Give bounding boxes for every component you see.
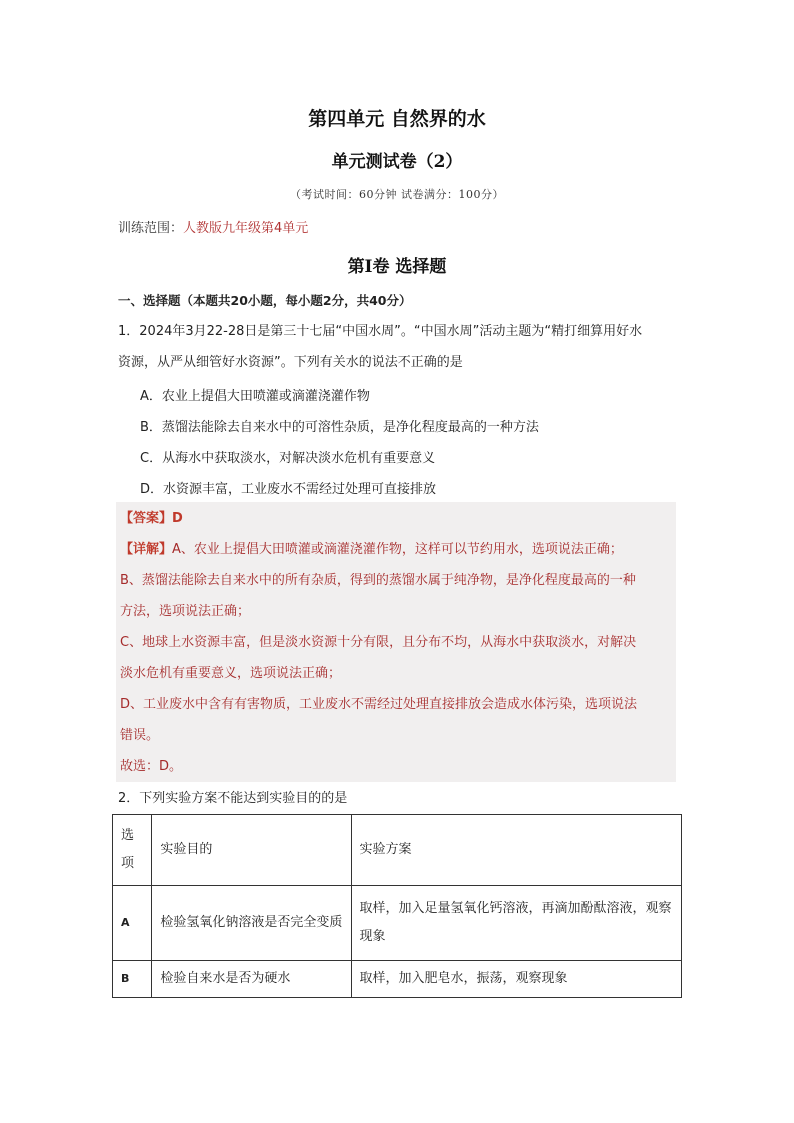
part-title: 第Ⅰ卷 选择题 [347,257,447,277]
explain-text-1: A、农业上提倡大田喷灌或滴灌浇灌作物，这样可以节约用水，选项说法正确； [172,542,623,557]
q1-option-d: D．水资源丰富，工业废水不需经过处理可直接排放 [140,482,437,497]
row-option: B [113,961,152,998]
q1-explain-line5: 淡水危机有重要意义，选项说法正确； [120,666,342,681]
header-purpose: 实验目的 [152,815,351,886]
row-purpose: 检验自来水是否为硬水 [152,961,351,998]
q1-explain-line1 [120,534,676,565]
q1-answer [120,503,676,534]
q1-explain-line3: 方法，选项说法正确； [120,604,251,619]
q1-explain-line6: D、工业废水中含有有害物质，工业废水不需经过处理直接排放会造成水体污染，选项说法 [120,697,638,712]
training-scope [118,217,308,236]
doc-title: 第四单元 自然界的水 [308,108,486,130]
scope-value: 人教版九年级第4单元 [183,221,309,236]
q1-explain-line7: 错误。 [120,728,160,743]
q2-options-table [112,814,682,998]
header-plan: 实验方案 [351,815,682,886]
doc-subtitle: 单元测试卷（2） [331,152,463,172]
table-header-row [113,815,682,886]
row-option: A [113,886,152,961]
header-option: 选项 [113,815,152,886]
section-heading: 一、选择题（本题共20小题，每小题2分，共40分） [118,293,412,308]
row-purpose: 检验氢氧化钠溶液是否完全变质 [152,886,351,961]
exam-info: （考试时间：60分钟 试卷满分：100分） [290,188,504,201]
q1-option-a: A．农业上提倡大田喷灌或滴灌浇灌作物 [140,389,370,404]
q1-stem-line2: 资源，从严从细管好水资源”。下列有关水的说法不正确的是 [118,355,463,370]
answer-tag: 【答案】 [120,511,173,526]
answer-value: D [172,511,183,526]
q1-option-c: C．从海水中获取淡水，对解决淡水危机有重要意义 [140,451,436,466]
q1-explain-line2: B、蒸馏法能除去自来水中的所有杂质，得到的蒸馏水属于纯净物，是净化程度最高的一种 [120,573,636,588]
q1-option-b: B．蒸馏法能除去自来水中的可溶性杂质，是净化程度最高的一种方法 [140,420,539,435]
explain-tag: 【详解】 [120,542,173,557]
q1-explain-line4: C、地球上水资源丰富，但是淡水资源十分有限，且分布不均，从海水中获取淡水，对解决 [120,635,637,650]
q2-stem: 2．下列实验方案不能达到实验目的的是 [118,791,348,806]
row-plan: 取样，加入足量氢氧化钙溶液，再滴加酚酞溶液，观察现象 [351,886,682,961]
scope-label: 训练范围： [118,221,184,236]
row-plan: 取样，加入肥皂水，振荡，观察现象 [351,961,682,998]
q1-explain-line8: 故选：D。 [120,759,183,774]
q1-stem-line1: 1．2024年3月22-28日是第三十七届“中国水周”。“中国水周”活动主题为“精打细算用好水 [118,324,643,339]
table-row [113,886,682,961]
table-row [113,961,682,998]
